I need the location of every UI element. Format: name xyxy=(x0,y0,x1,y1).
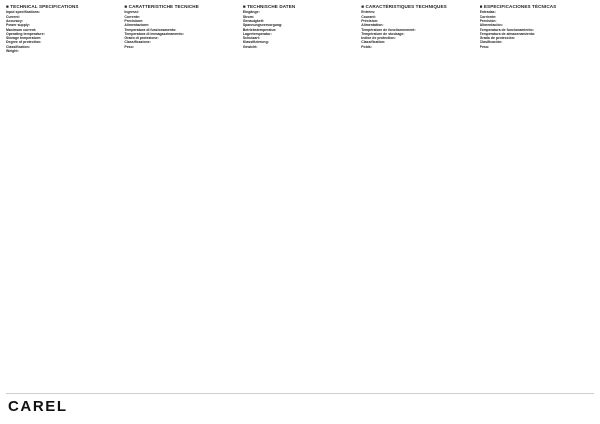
spec-label: Clasificación: xyxy=(479,40,503,45)
column-heading: ■ TECHNICAL SPECIFICATIONS xyxy=(6,4,79,9)
spec-label: Betriebstemperatur: xyxy=(242,27,277,32)
spec-column-fr xyxy=(361,4,475,388)
spec-column-it xyxy=(124,4,238,388)
spec-label: Courant: xyxy=(361,14,376,19)
spec-label: Alimentación: xyxy=(479,23,503,28)
spec-label: Classification: xyxy=(6,44,30,49)
spec-label: Gewicht: xyxy=(242,44,258,49)
spec-label: Precisión: xyxy=(479,18,497,23)
spec-item xyxy=(243,45,357,49)
spec-label: Grado di protezione: xyxy=(124,36,159,41)
spec-label: Ingressi: xyxy=(124,10,139,15)
spec-label: Degree of protection: xyxy=(6,40,42,45)
spec-label: Indice de protection: xyxy=(361,36,396,41)
spec-label: Input specifications: xyxy=(6,10,41,15)
spec-label: Précision: xyxy=(361,18,379,23)
column-heading: ■ TECHNISCHE DATEN xyxy=(242,4,296,9)
spec-item xyxy=(124,45,238,49)
spec-label: Klassifizierung: xyxy=(242,40,269,45)
spec-label: Power supply: xyxy=(6,23,30,28)
spec-label: Precisione: xyxy=(124,18,144,23)
spec-label: Temperatura de almacenamiento: xyxy=(479,31,536,36)
spec-label: Temperatura de funcionamiento: xyxy=(479,27,534,32)
spec-label: Spannungsversorgung: xyxy=(242,23,283,28)
spec-label: Température de stockage: xyxy=(361,31,405,36)
column-body xyxy=(6,10,120,53)
spec-label: Corriente: xyxy=(479,14,497,19)
spec-label: Genauigkeit: xyxy=(242,18,265,23)
spec-label: Grado de protección: xyxy=(479,36,516,41)
spec-column-es xyxy=(480,4,594,388)
spec-label: Eingänge: xyxy=(242,10,260,15)
spec-label: Peso: xyxy=(124,44,134,49)
spec-item xyxy=(6,49,120,53)
spec-column-de xyxy=(243,4,357,388)
spec-label: Température de fonctionnement: xyxy=(361,27,416,32)
spec-label: Classificazione: xyxy=(124,40,151,45)
page-footer xyxy=(6,393,594,419)
spec-label: Operating temperature: xyxy=(6,31,45,36)
spec-label: Schutzart: xyxy=(242,36,260,41)
spec-label: Temperatura di immagazzinamento: xyxy=(124,31,184,36)
spec-label: Alimentation: xyxy=(361,23,384,28)
column-body xyxy=(361,10,475,49)
spec-label: Corrente: xyxy=(124,14,141,19)
spec-label: Peso: xyxy=(479,44,490,49)
spec-label: Lagertemperatur: xyxy=(242,31,272,36)
spec-label: Accuracy: xyxy=(6,18,23,23)
spec-label: Entradas: xyxy=(479,10,496,15)
spec-label: Alimentazione: xyxy=(124,23,150,28)
spec-label: Maximum current: xyxy=(6,27,37,32)
spec-item xyxy=(480,45,594,49)
column-body xyxy=(124,10,238,49)
spec-label: Temperatura di funzionamento: xyxy=(124,27,177,32)
spec-columns xyxy=(6,4,594,388)
column-heading: ■ CARATTERISTICHE TECNICHE xyxy=(124,4,199,9)
spec-label: Current: xyxy=(6,14,20,19)
spec-label: Classification: xyxy=(361,40,386,45)
brand-logo: CAREL xyxy=(8,398,68,415)
spec-column-en xyxy=(6,4,120,388)
column-body xyxy=(480,10,594,49)
spec-label: Entrées: xyxy=(361,10,376,15)
spec-label: Storage temperature: xyxy=(6,36,42,41)
spec-item xyxy=(361,45,475,49)
spec-label: Weight: xyxy=(6,49,19,54)
column-heading: ■ ESPECIFICACIONES TÉCNICAS xyxy=(479,4,557,9)
spec-label: Poids: xyxy=(361,44,372,49)
column-heading: ■ CARACTÉRISTIQUES TECHNIQUES xyxy=(361,4,447,9)
spec-label: Strom: xyxy=(242,14,255,19)
column-body xyxy=(243,10,357,49)
